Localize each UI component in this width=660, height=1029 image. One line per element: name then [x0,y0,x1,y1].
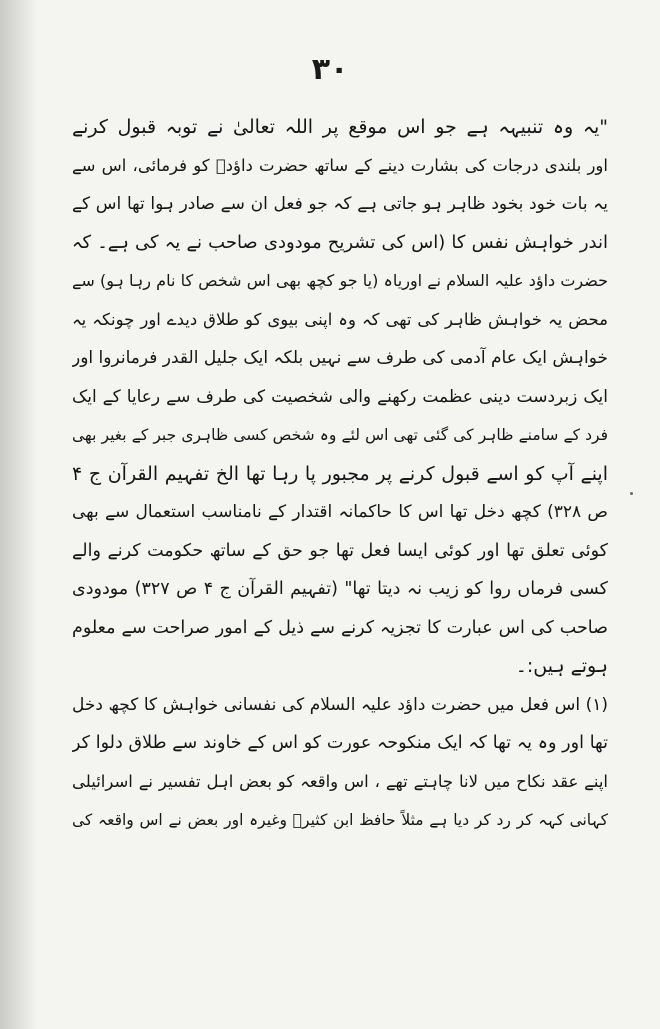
text-line: اپنے عقد نکاح میں لانا چاہتے تھے ، اس واقعہ کو بعض اہل تفسیر نے اسرائیلی [72,771,608,791]
binding-gutter-shadow [0,0,38,1029]
text-line: (۱) اس فعل میں حضرت داؤد علیہ السلام کی نفسانی خواہش کا کچھ دخل [72,694,608,715]
text-line: خواہش ایک عام آدمی کی طرف سے نہیں بلکہ ایک جلیل القدر فرمانروا اور [72,348,608,368]
text-line: ہوتے ہیں:۔ [515,655,608,677]
text-line: فرد کے سامنے ظاہر کی گئی تھی اس لئے وہ شخص کسی ظاہری جبر کے بغیر بھی [72,426,608,444]
text-line: تھا اور وہ یہ تھا کہ ایک منکوحہ عورت کو اس کے خاوند سے طلاق دلوا کر [72,733,608,753]
text-line: کسی فرماں روا کو زیب نہ دیتا تھا" (تفہیم القرآن ج ۴ ص ۳۲۷) مودودی [72,579,608,599]
text-line: اور بلندی درجات کی بشارت دینے کے ساتھ حضرت داؤدؑ کو فرمائی، اس سے [72,155,608,175]
paragraph-quote [72,108,608,686]
text-line: اندر خواہش نفس کا (اس کی تشریح مودودی صاحب نے یہ کی ہے۔ کہ [72,231,608,253]
text-line: یہ بات خود بخود ظاہر ہو جاتی ہے کہ جو فعل ان سے صادر ہوا تھا اس کے [72,194,608,214]
paper-speck [630,492,633,495]
text-line: کہانی کہہ کر رد کر دیا ہے مثلاً حافظ ابن کثیرؒ وغیرہ اور بعض نے اس واقعہ کی [72,811,608,829]
page-text-body [72,108,608,840]
text-line: ص ۳۲۸) کچھ دخل تھا اس کا حاکمانہ اقتدار کے نامناسب استعمال سے بھی [72,502,608,522]
paragraph-point-1 [72,686,608,840]
page-number: ۳۰ [311,52,349,87]
text-line: کوئی تعلق تھا اور کوئی ایسا فعل تھا جو حق کے ساتھ حکومت کرنے والے [72,540,608,561]
text-line: محض یہ خواہش ظاہر کی تھی کہ وہ اپنی بیوی کو طلاق دیدے اور چونکہ یہ [72,309,608,329]
text-line: اپنے آپ کو اسے قبول کرنے پر مجبور پا رہا تھا الخ تفہیم القرآن ج ۴ [72,462,608,485]
text-line: صاحب کی اس عبارت کا تجزیہ کرنے سے ذیل کے امور صراحت سے معلوم [72,617,608,638]
text-line: "یہ وہ تنبیہہ ہے جو اس موقع پر اللہ تعالیٰ نے توبہ قبول کرنے [72,116,608,138]
text-line: حضرت داؤد علیہ السلام نے اوریاہ (یا جو کچھ بھی اس شخص کا نام رہا ہو) سے [72,271,608,290]
text-line: ایک زبردست دینی عظمت رکھنے والی شخصیت کی طرف سے رعایا کے ایک [72,386,608,407]
